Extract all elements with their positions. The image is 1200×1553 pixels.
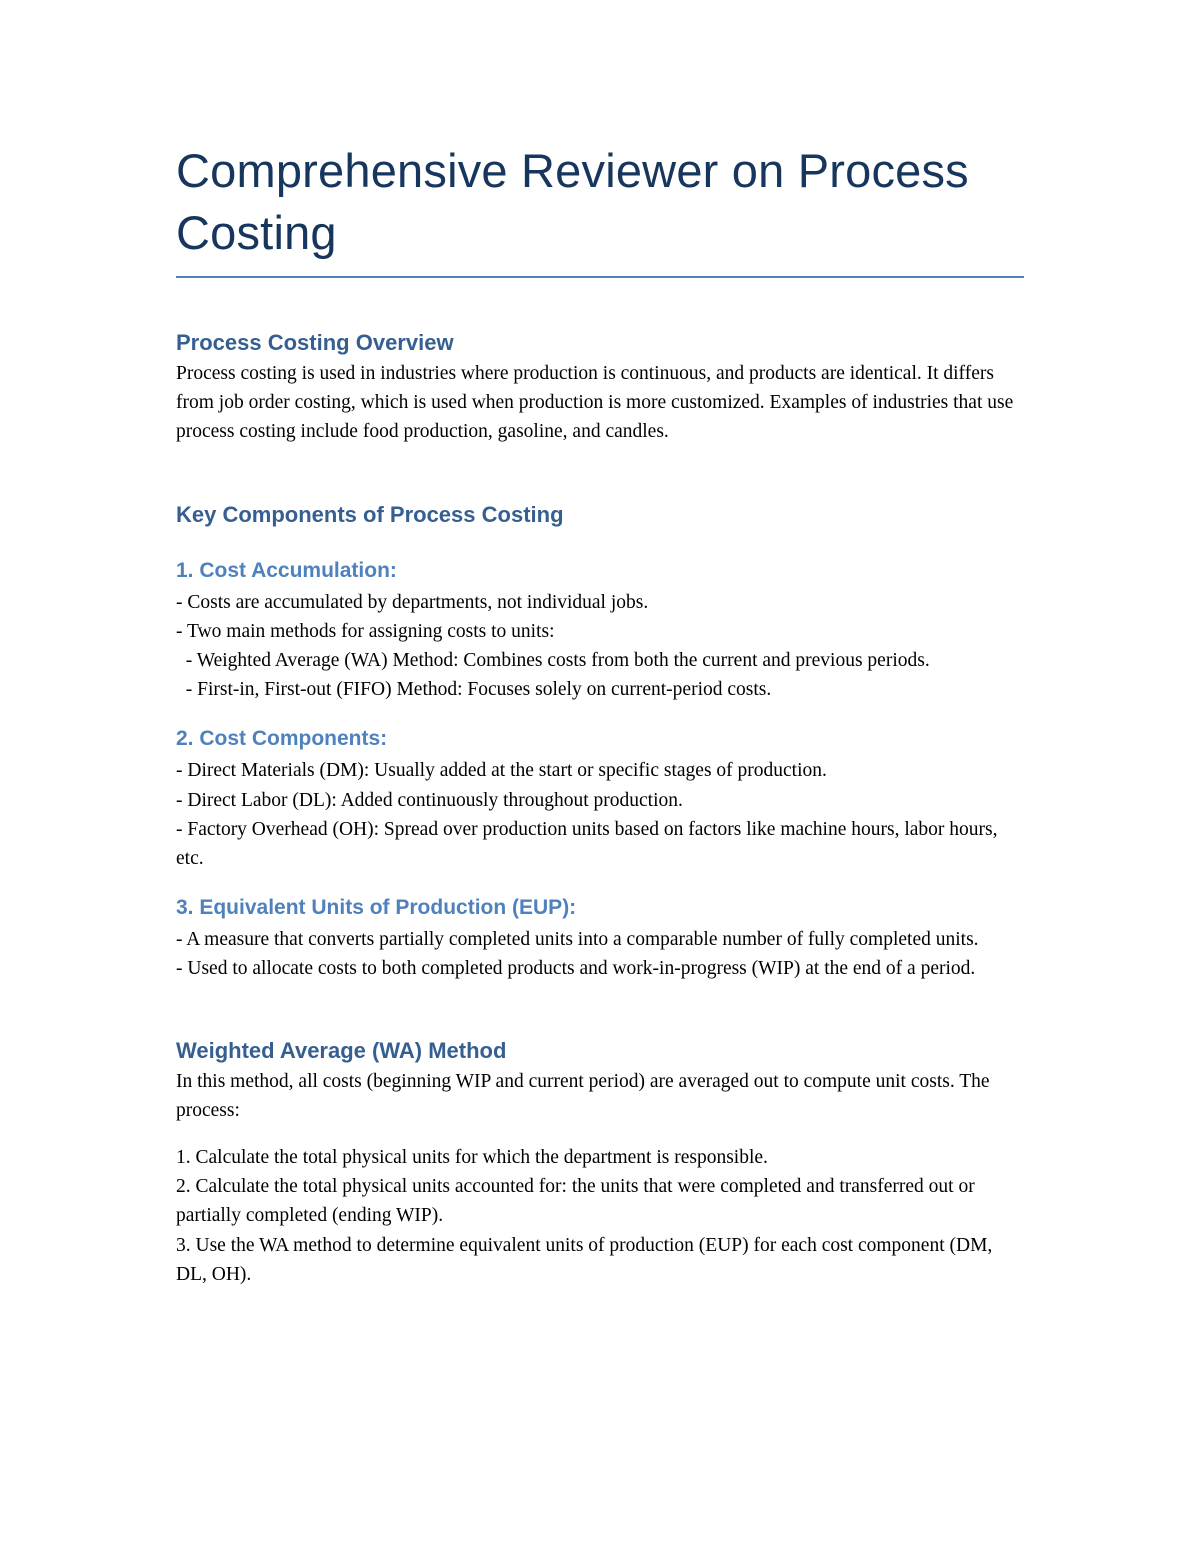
cost-accumulation-line: - Costs are accumulated by departments, not individual jobs. [176, 591, 649, 613]
cost-components-line: - Direct Materials (DM): Usually added at the start or specific stages of production. [176, 760, 827, 782]
document-title: Comprehensive Reviewer on Process Costing [176, 144, 969, 259]
key-components-heading: Key Components of Process Costing [176, 501, 564, 527]
eup-heading: 3. Equivalent Units of Production (EUP): [176, 896, 577, 920]
cost-components-line: - Direct Labor (DL): Added continuously throughout production. [176, 789, 683, 811]
wa-method-step: 1. Calculate the total physical units for which the department is responsible. [176, 1147, 768, 1169]
cost-components-line: - Factory Overhead (OH): Spread over production units based on factors like machine hours, labor hours, etc. [176, 818, 998, 870]
title-underline [176, 276, 1024, 278]
wa-method-step: 3. Use the WA method to determine equivalent units of production (EUP) for each cost component (DM, DL, OH). [176, 1234, 993, 1285]
overview-heading: Process Costing Overview [176, 330, 454, 355]
eup-line: - A measure that converts partially completed units into a comparable number of fully completed units. [176, 929, 979, 951]
cost-accumulation-line: - First-in, First-out (FIFO) Method: Focuses solely on current-period costs. [176, 679, 772, 701]
overview-paragraph: Process costing is used in industries where production is continuous, and products are identical. It differs from job order costing, which is used when production is more customized. Examples of industries that use process costing include food production, gasoline, and candles. [176, 363, 1014, 443]
cost-components-heading: 2. Cost Components: [176, 727, 388, 751]
cost-accumulation-heading: 1. Cost Accumulation: [176, 558, 397, 582]
document-page [176, 140, 1026, 1289]
wa-method-heading: Weighted Average (WA) Method [176, 1037, 507, 1063]
eup-line: - Used to allocate costs to both completed products and work-in-progress (WIP) at the end of a period. [176, 958, 976, 980]
cost-accumulation-line: - Weighted Average (WA) Method: Combines costs from both the current and previous periods. [176, 650, 930, 672]
wa-method-intro: In this method, all costs (beginning WIP and current period) are averaged out to compute unit costs. The process: [176, 1070, 990, 1121]
wa-method-step: 2. Calculate the total physical units accounted for: the units that were completed and transferred out or partially completed (ending WIP). [176, 1176, 975, 1227]
cost-accumulation-line: - Two main methods for assigning costs to units: [176, 620, 555, 642]
